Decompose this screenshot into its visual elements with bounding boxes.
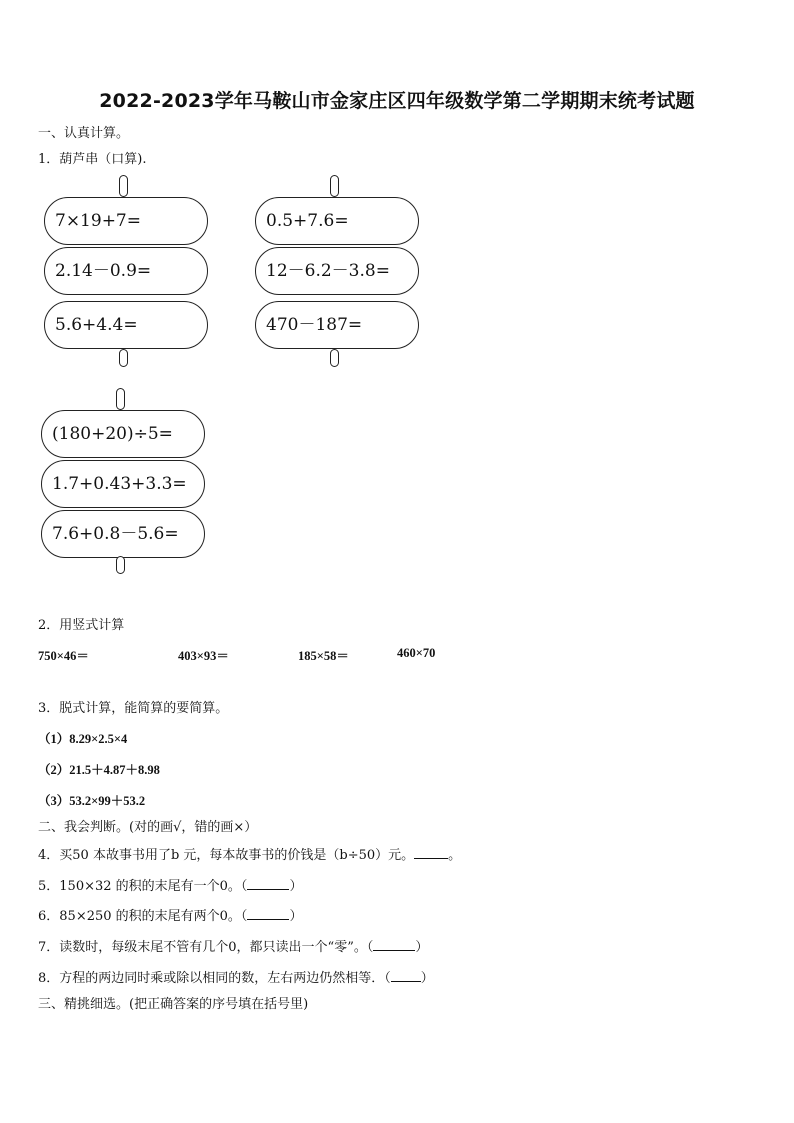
page-title: 2022-2023学年马鞍山市金家庄区四年级数学第二学期期末统考试题 xyxy=(99,90,695,112)
judge-tail: ） xyxy=(289,879,303,894)
vertical-calc-item: 403×93＝ xyxy=(178,649,229,663)
bead: (180+20)÷5= xyxy=(41,410,205,458)
judge-item xyxy=(38,844,461,863)
bead: 12－6.2－3.8= xyxy=(255,247,419,295)
skewer-top-stick xyxy=(116,388,125,410)
bead: 1.7+0.43+3.3= xyxy=(41,460,205,508)
skewer-bottom-stick xyxy=(119,349,128,367)
step-calc-item: （3）53.2×99＋53.2 xyxy=(38,794,146,808)
section3-heading: 三、精挑细选。(把正确答案的序号填在括号里) xyxy=(38,997,309,1012)
judge-text: 8．方程的两边同时乘或除以相同的数，左右两边仍然相等．（ xyxy=(38,971,391,986)
q3-label: 3．脱式计算，能简算的要简算。 xyxy=(38,701,229,716)
answer-blank[interactable] xyxy=(391,981,421,982)
vertical-calc-item: 460×70 xyxy=(397,646,436,660)
judge-tail: 。 xyxy=(448,848,462,863)
judge-text: 6．85×250 的积的末尾有两个0。（ xyxy=(38,909,248,924)
vertical-calc-item: 185×58＝ xyxy=(298,649,349,663)
answer-blank[interactable] xyxy=(247,919,289,920)
judge-text: 7．读数时，每级末尾不管有几个0，都只读出一个“零”。（ xyxy=(38,940,374,955)
skewer-bottom-stick xyxy=(116,556,125,574)
judge-tail: ） xyxy=(289,909,303,924)
answer-blank[interactable] xyxy=(414,858,448,859)
vertical-calc-item: 750×46＝ xyxy=(38,649,89,663)
bead: 7×19+7= xyxy=(44,197,208,245)
judge-text: 5．150×32 的积的末尾有一个0。（ xyxy=(38,879,248,894)
step-calc-item: （1）8.29×2.5×4 xyxy=(38,732,128,746)
judge-item xyxy=(38,967,434,986)
judge-item xyxy=(38,936,428,955)
q2-label: 2．用竖式计算 xyxy=(38,618,125,633)
bead: 7.6+0.8－5.6= xyxy=(41,510,205,558)
judge-tail: ） xyxy=(420,971,434,986)
bead: 2.14－0.9= xyxy=(44,247,208,295)
answer-blank[interactable] xyxy=(247,889,289,890)
section1-heading: 一、认真计算。 xyxy=(38,126,130,141)
skewer-bottom-stick xyxy=(330,349,339,367)
judge-tail: ） xyxy=(415,940,429,955)
q1-label: 1．葫芦串（口算). xyxy=(38,152,147,167)
bead: 5.6+4.4= xyxy=(44,301,208,349)
judge-item xyxy=(38,875,302,894)
skewer-top-stick xyxy=(119,175,128,197)
judge-item xyxy=(38,905,302,924)
step-calc-item: （2）21.5＋4.87＋8.98 xyxy=(38,763,160,777)
bead: 470－187= xyxy=(255,301,419,349)
bead: 0.5+7.6= xyxy=(255,197,419,245)
answer-blank[interactable] xyxy=(373,950,415,951)
section2-heading: 二、我会判断。(对的画√，错的画×） xyxy=(38,820,258,835)
judge-text: 4．买50 本故事书用了b 元，每本故事书的价钱是（b÷50）元。 xyxy=(38,848,415,863)
skewer-top-stick xyxy=(330,175,339,197)
